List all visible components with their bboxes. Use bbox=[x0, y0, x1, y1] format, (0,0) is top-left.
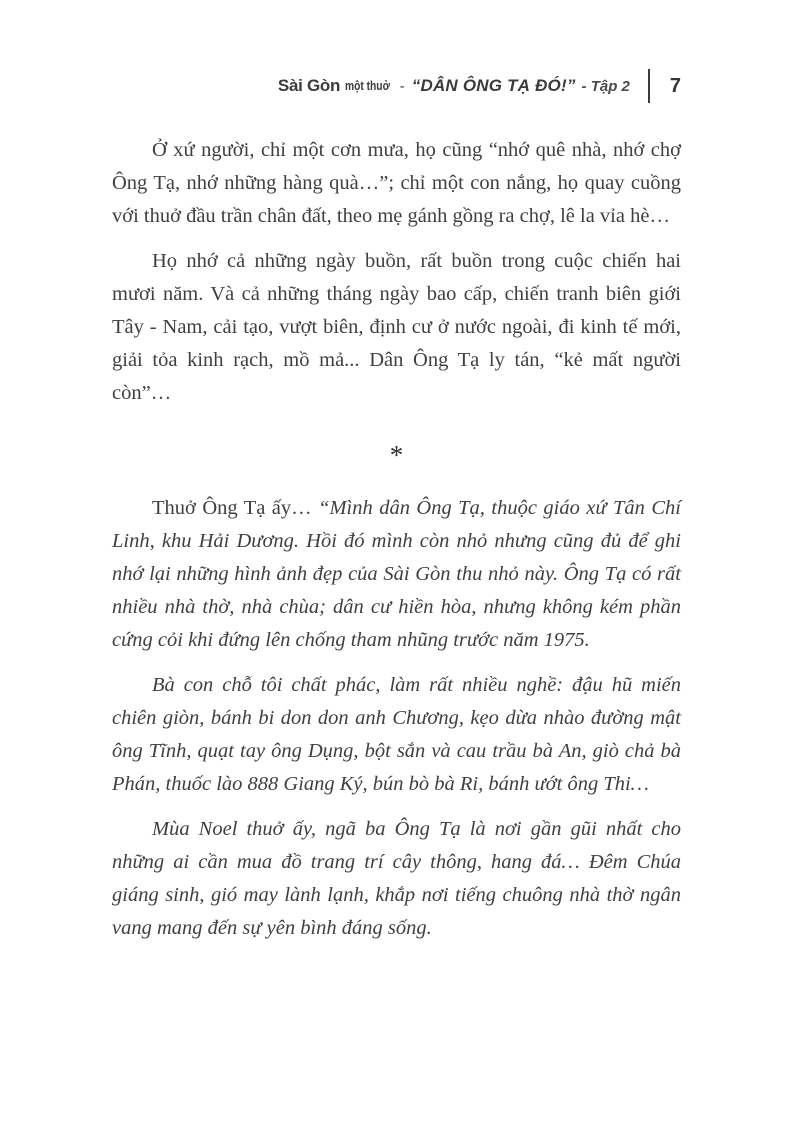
page-header bbox=[112, 66, 681, 106]
volume-label: - Tập 2 bbox=[581, 77, 630, 95]
paragraph: Ở xứ người, chỉ một cơn mưa, họ cũng “nhớ quê nhà, nhớ chợ Ông Tạ, nhớ những hàng quà…”; chỉ một con nắng, họ quay cuồng với thuở đầu trần chân đất, theo mẹ gánh gồng ra chợ, lê la vỉa hè… bbox=[112, 139, 681, 227]
paragraph: Mùa Noel thuở ấy, ngã ba Ông Tạ là nơi gần gũi nhất cho những ai cần mua đồ trang trí cây thông, hang đá… Đêm Chúa giáng sinh, gió may lành lạnh, khắp nơi tiếng chuông nhà thờ ngân vang mang đến sự yên bình đáng sống. bbox=[112, 818, 681, 939]
page-number: 7 bbox=[669, 74, 681, 97]
header-dash: - bbox=[399, 77, 405, 95]
header-divider bbox=[648, 69, 650, 103]
paragraph: Họ nhớ cả những ngày buồn, rất buồn trong cuộc chiến hai mươi năm. Và cả những tháng ngày bao cấp, chiến tranh biên giới Tây - Nam, cải tạo, vượt biên, định cư ở nước ngoài, đi kinh tế mới, giải tỏa kinh rạch, mồ mả... Dân Ông Tạ ly tán, “kẻ mất người còn”… bbox=[112, 250, 681, 404]
paragraph: Bà con chỗ tôi chất phác, làm rất nhiều nghề: đậu hũ miến chiên giòn, bánh bi don don anh Chương, kẹo dừa nhào đường mật ông Tĩnh, quạt tay ông Dụng, bột sắn và cau trầu bà An, giò chả bà Phán, thuốc lào 888 Giang Ký, bún bò bà Ri, bánh ướt ông Thi… bbox=[112, 674, 681, 795]
series-subtitle: một thuở bbox=[345, 79, 390, 93]
body-text bbox=[112, 134, 681, 957]
section-break-asterisk: * bbox=[389, 440, 404, 470]
book-title: “DÂN ÔNG TẠ ĐÓ!” bbox=[411, 76, 576, 95]
series-title: Sài Gòn bbox=[277, 76, 341, 95]
paragraph-lead: Thuở Ông Tạ ấy… bbox=[152, 497, 319, 519]
paragraph-quote: “Mình dân Ông Tạ, thuộc giáo xứ Tân Chí Linh, khu Hải Dương. Hồi đó mình còn nhỏ nhưng cũng đủ để ghi nhớ lại những hình ảnh đẹp của Sài Gòn thu nhỏ này. Ông Tạ có rất nhiều nhà thờ, nhà chùa; dân cư hiền hòa, nhưng không kém phần cứng cỏi khi đứng lên chống tham nhũng trước năm 1975. bbox=[112, 497, 681, 651]
paragraph bbox=[112, 492, 681, 657]
